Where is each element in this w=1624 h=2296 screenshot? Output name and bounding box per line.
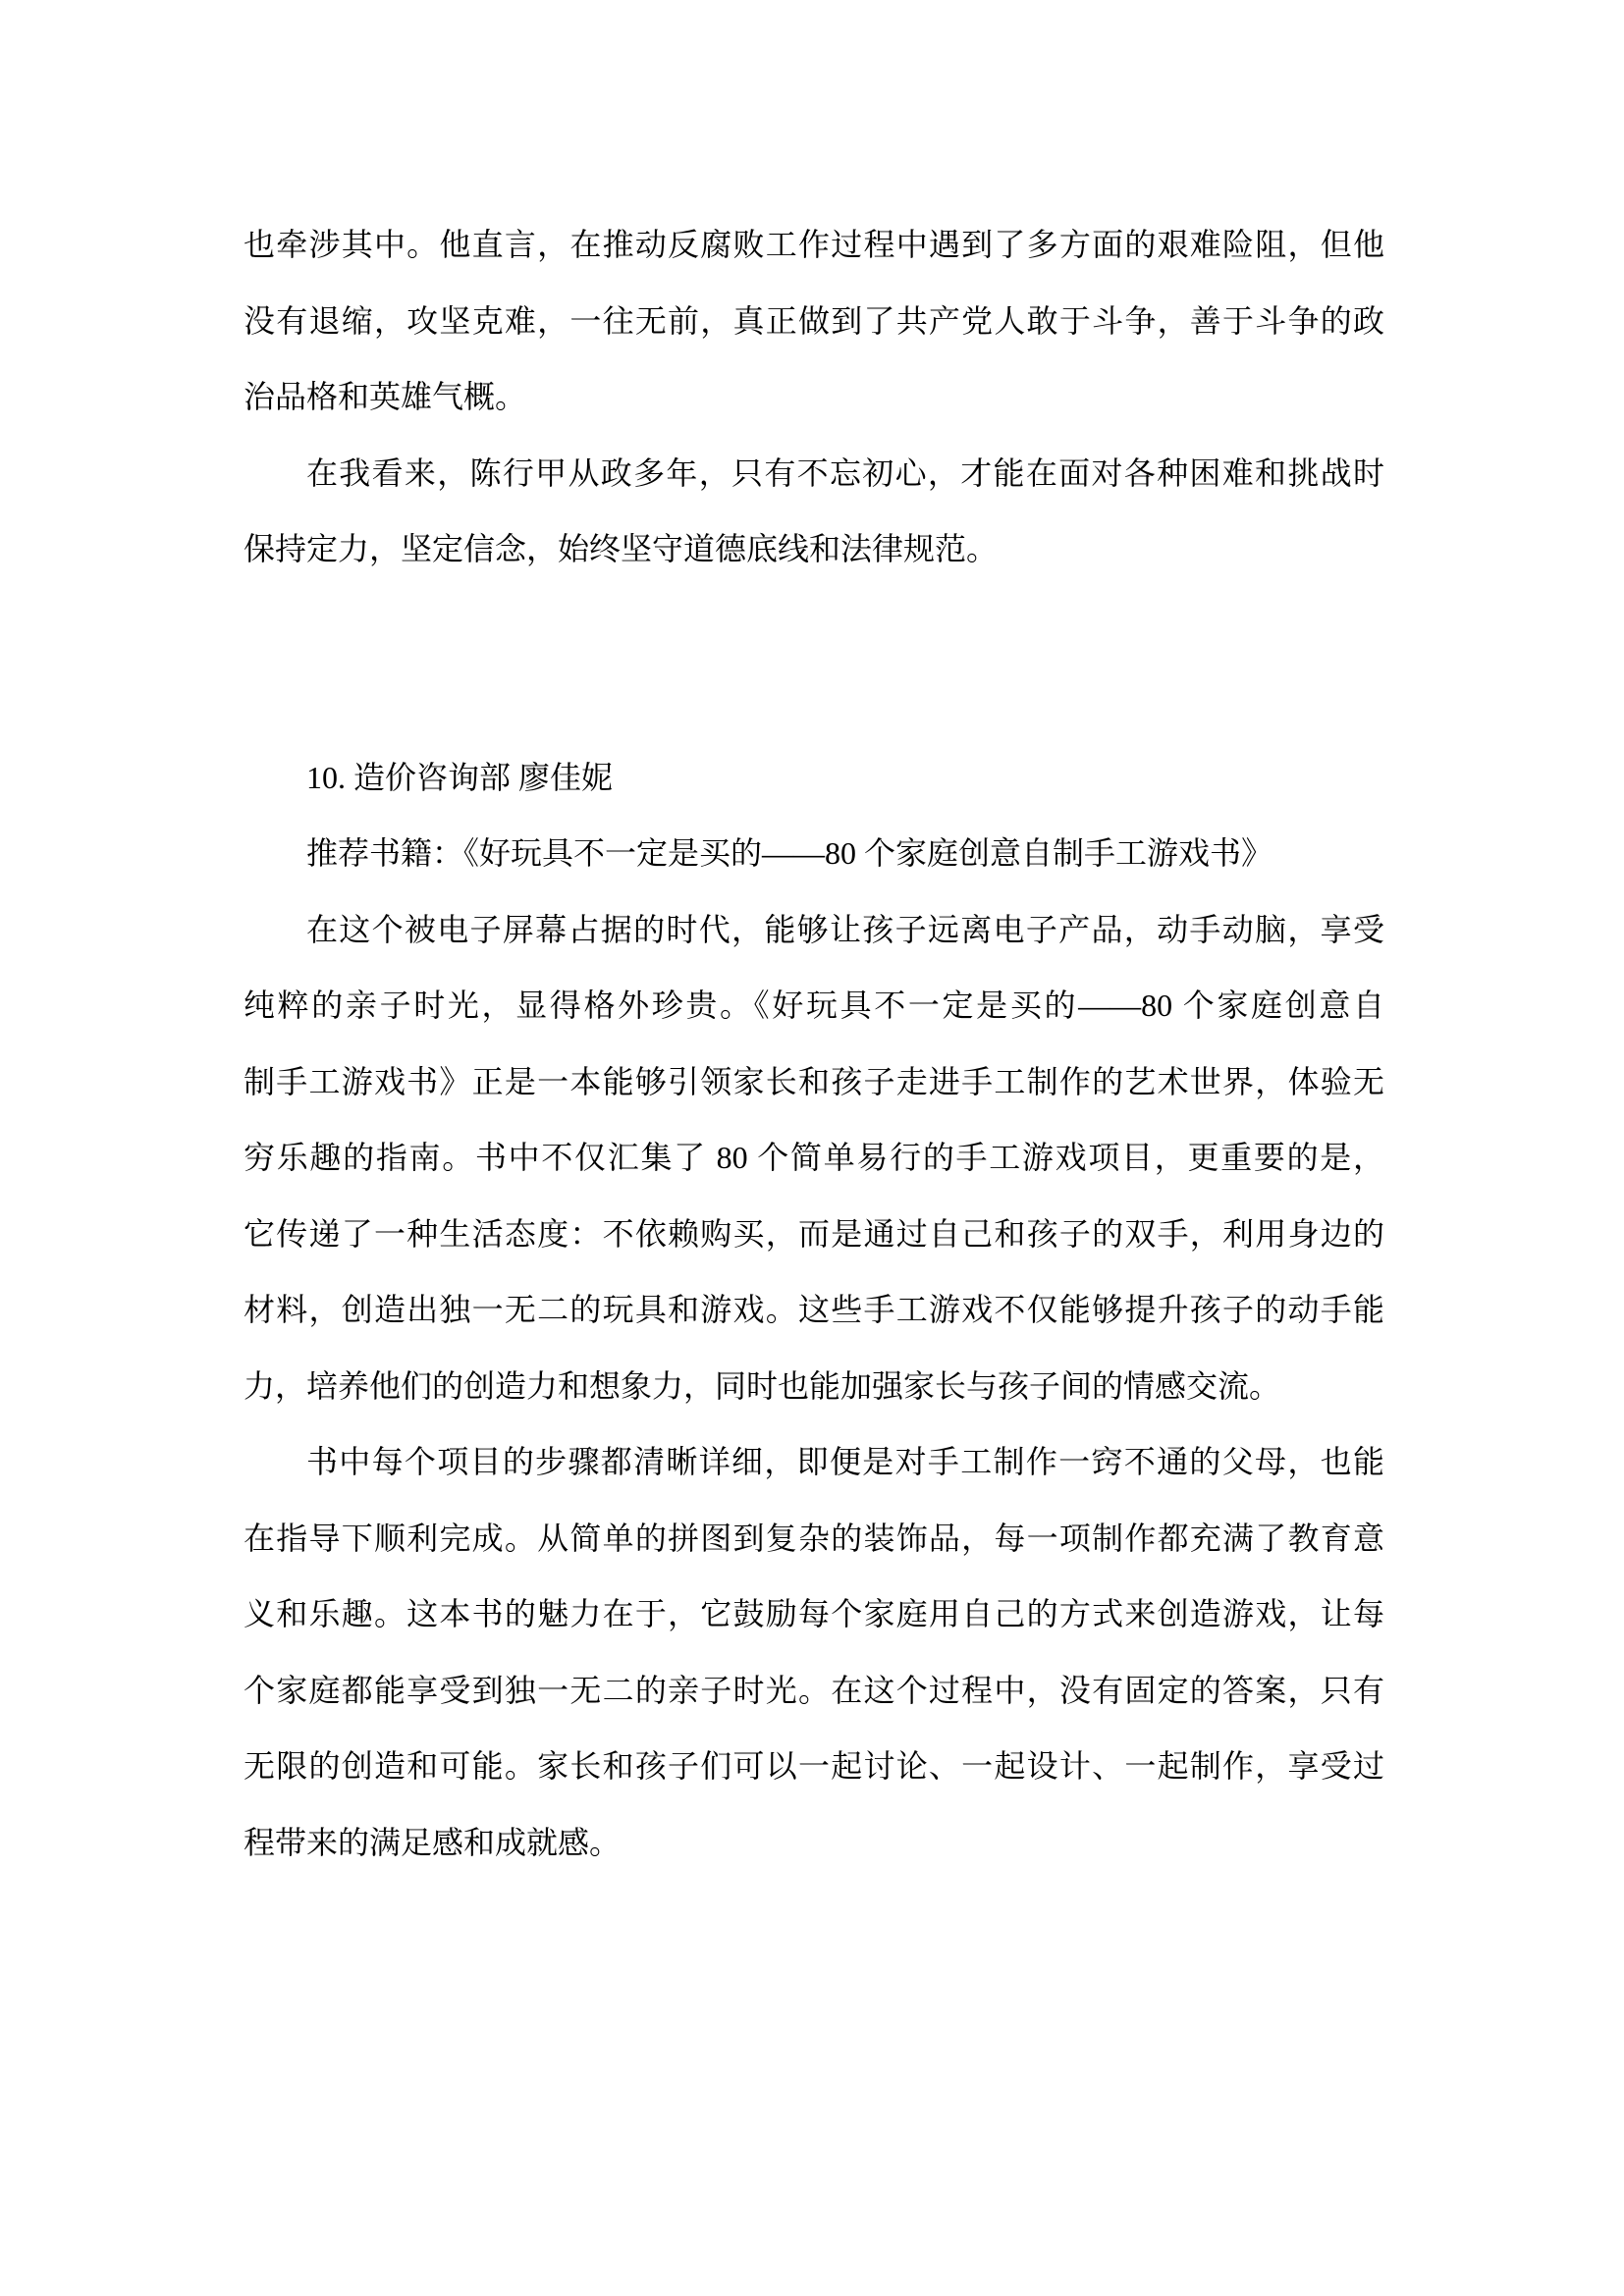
text-line: 书中每个项目的步骤都清晰详细，即便是对手工制作一窍不通的父母，也能	[306, 1444, 1384, 1479]
text-line: 10. 造价咨询部 廖佳妮	[306, 759, 614, 795]
text-line: 它传递了一种生活态度：不依赖购买，而是通过自己和孩子的双手，利用身边的	[244, 1215, 1384, 1252]
text-line: 也牵涉其中。他直言，在推动反腐败工作过程中遇到了多方面的艰难险阻，但他	[244, 227, 1384, 262]
text-line: 制手工游戏书》正是一本能够引领家长和孩子走进手工制作的艺术世界，体验无	[244, 1063, 1384, 1099]
text-line: 无限的创造和可能。家长和孩子们可以一起讨论、一起设计、一起制作，享受过	[244, 1748, 1384, 1784]
text-line: 在指导下顺利完成。从简单的拼图到复杂的装饰品，每一项制作都充满了教育意	[244, 1520, 1384, 1556]
text-line: 力，培养他们的创造力和想象力，同时也能加强家长与孩子间的情感交流。	[244, 1367, 1281, 1404]
text-line: 义和乐趣。这本书的魅力在于，它鼓励每个家庭用自己的方式来创造游戏，让每	[244, 1596, 1384, 1631]
text-line: 材料，创造出独一无二的玩具和游戏。这些手工游戏不仅能够提升孩子的动手能	[244, 1292, 1384, 1327]
text-line: 没有退缩，攻坚克难，一往无前，真正做到了共产党人敢于斗争，善于斗争的政	[244, 302, 1384, 339]
text-line: 推荐书籍：《好玩具不一定是买的——80 个家庭创意自制手工游戏书》	[306, 835, 1273, 871]
text-block	[244, 207, 1384, 1881]
text-line: 保持定力，坚定信念，始终坚守道德底线和法律规范。	[244, 531, 999, 566]
blank-line	[244, 664, 1384, 740]
text-line: 治品格和英雄气概。	[244, 379, 527, 414]
text-line: 纯粹的亲子时光，显得格外珍贵。《好玩具不一定是买的——80 个家庭创意自	[244, 988, 1384, 1023]
text-line: 个家庭都能享受到独一无二的亲子时光。在这个过程中，没有固定的答案，只有	[244, 1672, 1384, 1708]
text-line: 在我看来，陈行甲从政多年，只有不忘初心，才能在面对各种困难和挑战时	[306, 454, 1384, 491]
text-line: 穷乐趣的指南。书中不仅汇集了 80 个简单易行的手工游戏项目，更重要的是，	[244, 1140, 1384, 1175]
blank-line	[244, 588, 1384, 665]
text-line: 在这个被电子屏幕占据的时代，能够让孩子远离电子产品，动手动脑，享受	[306, 911, 1384, 947]
text-line: 程带来的满足感和成就感。	[244, 1824, 622, 1860]
